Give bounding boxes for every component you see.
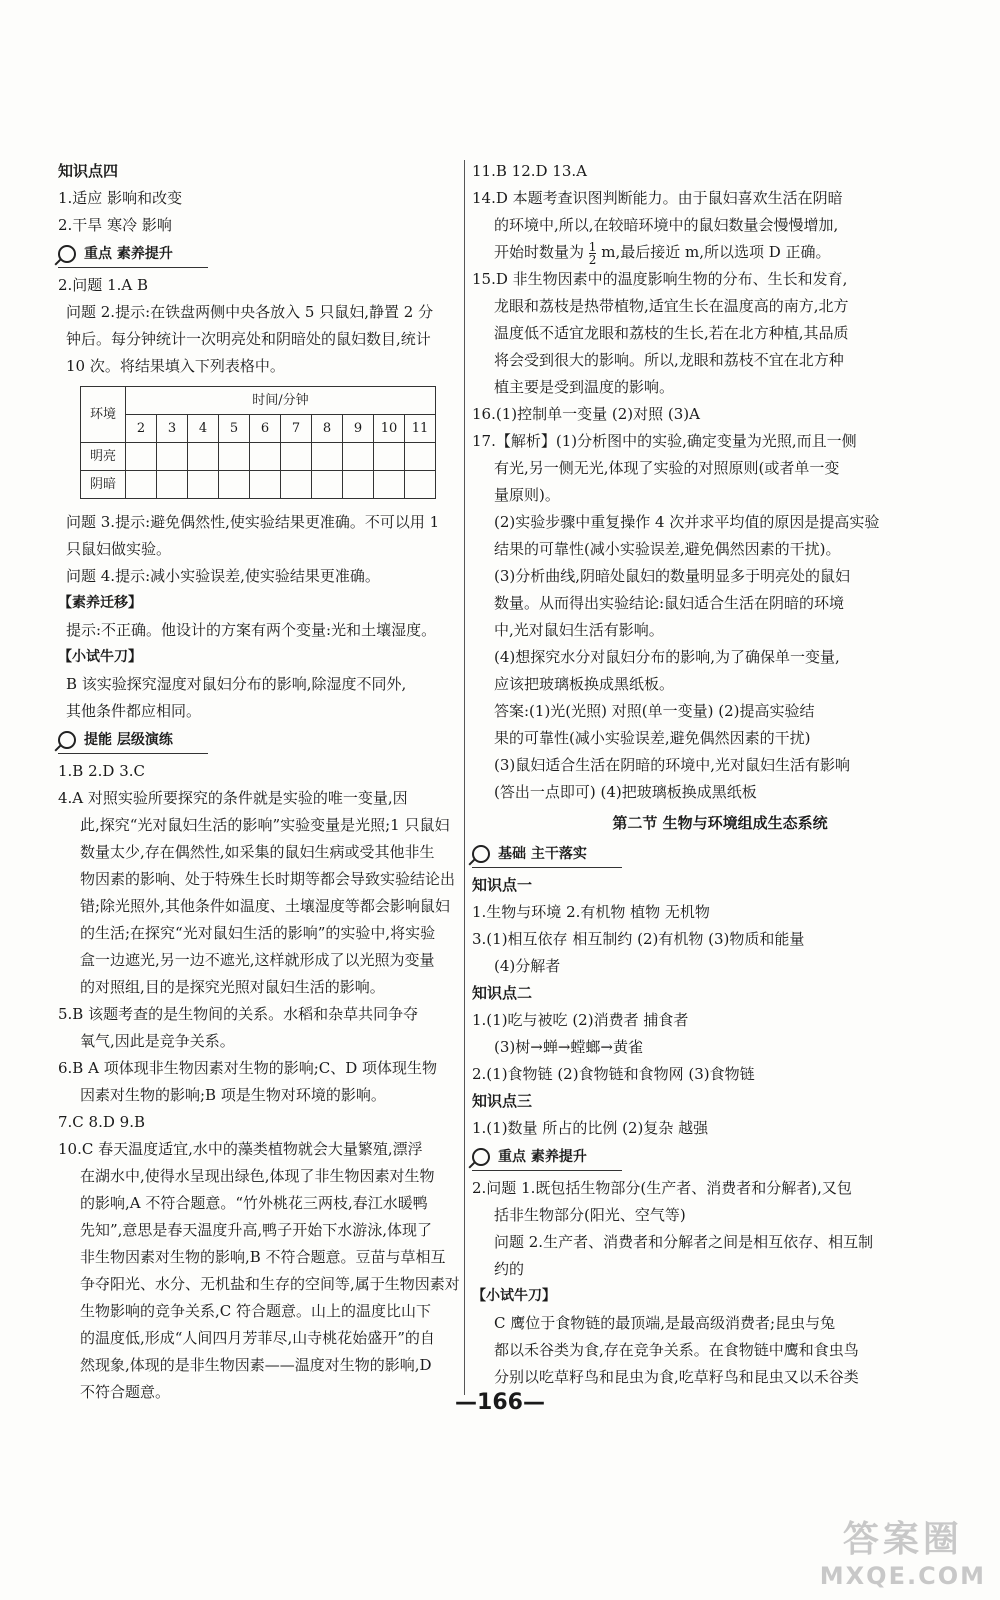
fraction-prefix: 开始时数量为 <box>494 243 585 261</box>
section-header <box>472 841 622 868</box>
table-row <box>81 443 436 471</box>
answer-line: 此,探究“光对鼠妇生活的影响”实验变量是光照;1 只鼠妇 <box>80 816 450 834</box>
answer-line: 11.B 12.D 13.A <box>472 162 587 180</box>
watermark-line-1: 答案圈 <box>842 1519 963 1560</box>
answer-line: 在湖水中,使得水呈现出绿色,体现了非生物因素对生物 <box>80 1167 435 1185</box>
answer-line: (3)分析曲线,阴暗处鼠妇的数量明显多于明亮处的鼠妇 <box>494 567 851 585</box>
section-main-title: 第二节 生物与环境组成生态系统 <box>612 814 828 832</box>
section-header <box>58 727 208 754</box>
left-column <box>58 158 458 1406</box>
table-minute: 10 <box>374 415 405 443</box>
answer-line: 果的可靠性(减小实验误差,避免偶然因素的干扰) <box>494 729 811 747</box>
answer-line: 1.适应 影响和改变 <box>58 189 183 207</box>
section-header <box>58 241 208 268</box>
record-table <box>80 386 436 499</box>
answer-line: (答出一点即可) (4)把玻璃板换成黑纸板 <box>494 783 757 801</box>
answer-line: 16.(1)控制单一变量 (2)对照 (3)A <box>472 405 700 423</box>
answer-line: 5.B 该题考查的是生物间的关系。水稻和杂草共同争夺 <box>58 1005 419 1023</box>
answer-line: 钟后。每分钟统计一次明亮处和阴暗处的鼠妇数目,统计 <box>66 330 431 348</box>
magnifier-icon <box>58 245 76 263</box>
table-minute: 6 <box>250 415 281 443</box>
answer-line: 1.(1)数量 所占的比例 (2)复杂 越强 <box>472 1119 709 1137</box>
answer-line: 4.A 对照实验所要探究的条件就是实验的唯一变量,因 <box>58 789 408 807</box>
answer-line: 括非生物部分(阳光、空气等) <box>494 1206 686 1224</box>
table-minute: 3 <box>157 415 188 443</box>
magnifier-icon <box>472 845 490 863</box>
table-row-label: 明亮 <box>81 443 126 471</box>
table-row <box>81 471 436 499</box>
answer-line: 10.C 春天温度适宜,水中的藻类植物就会大量繁殖,漂浮 <box>58 1140 423 1158</box>
answer-line: 量原则)。 <box>494 486 560 504</box>
answer-line: 其他条件都应相同。 <box>66 702 202 720</box>
fraction-numerator: 1 <box>588 239 597 254</box>
heading: 知识点二 <box>472 984 533 1002</box>
answer-line: 的环境中,所以,在较暗环境中的鼠妇数量会慢慢增加, <box>494 216 839 234</box>
table-minute: 2 <box>126 415 157 443</box>
answer-line: 问题 3.提示:避免偶然性,使实验结果更准确。不可以用 1 <box>66 513 440 531</box>
answer-line: 先知”,意思是春天温度升高,鸭子开始下水游泳,体现了 <box>80 1221 432 1239</box>
bracket-heading: 【小试牛刀】 <box>58 649 142 665</box>
answer-line: 氧气,因此是竞争关系。 <box>80 1032 235 1050</box>
heading: 知识点四 <box>58 162 119 180</box>
answer-line: 1.生物与环境 2.有机物 植物 无机物 <box>472 903 710 921</box>
table-minute: 11 <box>405 415 436 443</box>
answer-line: 温度低不适宜龙眼和荔枝的生长,若在北方种植,其品质 <box>494 324 849 342</box>
table-minute: 7 <box>281 415 312 443</box>
answer-line: 2.问题 1.A B <box>58 276 149 294</box>
answer-line: 物因素的影响、处于特殊生长时期等都会导致实验结论出 <box>80 870 456 888</box>
section-title: 重点 素养提升 <box>84 245 173 262</box>
answer-line: 15.D 非生物因素中的温度影响生物的分布、生长和发育, <box>472 270 848 288</box>
answer-line: 数量。从而得出实验结论:鼠妇适合生活在阴暗的环境 <box>494 594 845 612</box>
answer-line: 的对照组,目的是探究光照对鼠妇生活的影响。 <box>80 978 385 996</box>
answer-line: 的影响,A 不符合题意。“竹外桃花三两枝,春江水暖鸭 <box>80 1194 428 1212</box>
table-minute: 8 <box>312 415 343 443</box>
answer-line: 结果的可靠性(减小实验误差,避免偶然因素的干扰)。 <box>494 540 841 558</box>
answer-line: 中,光对鼠妇生活有影响。 <box>494 621 664 639</box>
answer-line: 分别以吃草籽鸟和昆虫为食,吃草籽鸟和昆虫又以禾谷类 <box>494 1368 859 1386</box>
answer-line: 然现象,体现的是非生物因素——温度对生物的影响,D <box>80 1356 432 1374</box>
answer-line: 的温度低,形成“人间四月芳菲尽,山寺桃花始盛开”的自 <box>80 1329 435 1347</box>
answer-line: 应该把玻璃板换成黑纸板。 <box>494 675 675 693</box>
answer-line: 因素对生物的影响;B 项是生物对环境的影响。 <box>80 1086 386 1104</box>
table-header-time: 时间/分钟 <box>126 387 436 415</box>
column-divider <box>464 160 465 1395</box>
section-header <box>472 1144 622 1171</box>
fraction-denominator: 2 <box>588 252 597 267</box>
answer-line: 3.(1)相互依存 相互制约 (2)有机物 (3)物质和能量 <box>472 930 805 948</box>
answer-line: B 该实验探究湿度对鼠妇分布的影响,除湿度不同外, <box>66 675 407 693</box>
answer-line: 6.B A 项体现非生物因素对生物的影响;C、D 项体现生物 <box>58 1059 438 1077</box>
watermark-line-2: MXQE.COM <box>819 1562 986 1590</box>
answer-line: (3)鼠妇适合生活在阴暗的环境中,光对鼠妇生活有影响 <box>494 756 851 774</box>
answer-line: 争夺阳光、水分、无机盐和生存的空间等,属于生物因素对 <box>80 1275 460 1293</box>
answer-line: 1.B 2.D 3.C <box>58 762 145 780</box>
fraction <box>589 241 597 266</box>
answer-line: 非生物因素对生物的影响,B 不符合题意。豆苗与草相互 <box>80 1248 446 1266</box>
answer-line: 约的 <box>494 1260 525 1278</box>
answer-line: (4)想探究水分对鼠妇分布的影响,为了确保单一变量, <box>494 648 840 666</box>
answer-line: 提示:不正确。他设计的方案有两个变量:光和土壤湿度。 <box>66 621 437 639</box>
answer-line: 龙眼和荔枝是热带植物,适宜生长在温度高的南方,北方 <box>494 297 849 315</box>
answer-line: 2.问题 1.既包括生物部分(生产者、消费者和分解者),又包 <box>472 1179 852 1197</box>
answer-line: C 鹰位于食物链的最顶端,是最高级消费者;昆虫与兔 <box>494 1314 836 1332</box>
answer-line: 问题 4.提示:减小实验误差,使实验结果更准确。 <box>66 567 380 585</box>
section-title: 提能 层级演练 <box>84 731 173 748</box>
answer-line: 植主要是受到温度的影响。 <box>494 378 675 396</box>
answer-line: 数量太少,存在偶然性,如采集的鼠妇生病或受其他非生 <box>80 843 435 861</box>
answer-line: 盒一边遮光,另一边不遮光,这样就形成了以光照为变量 <box>80 951 435 969</box>
right-column <box>472 158 968 1391</box>
answer-line: 的生活;在探究“光对鼠妇生活的影响”的实验中,将实验 <box>80 924 436 942</box>
answer-line: 7.C 8.D 9.B <box>58 1113 145 1131</box>
magnifier-icon <box>58 731 76 749</box>
heading: 知识点三 <box>472 1092 533 1110</box>
answer-line: 将会受到很大的影响。所以,龙眼和荔枝不宜在北方种 <box>494 351 844 369</box>
answer-line: 2.(1)食物链 (2)食物链和食物网 (3)食物链 <box>472 1065 755 1083</box>
answer-line: 生物影响的竞争关系,C 符合题意。山上的温度比山下 <box>80 1302 432 1320</box>
heading: 知识点一 <box>472 876 533 894</box>
answer-line: (3)树→蝉→螳螂→黄雀 <box>494 1038 643 1056</box>
watermark-logo <box>820 1511 986 1590</box>
answer-line-fraction <box>472 239 968 266</box>
answer-line: 17.【解析】(1)分析图中的实验,确定变量为光照,而且一侧 <box>472 432 857 450</box>
bracket-heading: 【素养迁移】 <box>58 595 142 611</box>
answer-line: 都以禾谷类为食,存在竞争关系。在食物链中鹰和食虫鸟 <box>494 1341 859 1359</box>
table-minute: 9 <box>343 415 374 443</box>
answer-line: 问题 2.提示:在铁盘两侧中央各放入 5 只鼠妇,静置 2 分 <box>66 303 434 321</box>
table-row-label: 阴暗 <box>81 471 126 499</box>
answer-line: (4)分解者 <box>494 957 561 975</box>
page-number: —166— <box>455 1390 545 1415</box>
table-minute: 4 <box>188 415 219 443</box>
bracket-heading: 【小试牛刀】 <box>472 1288 556 1304</box>
answer-line: 不符合题意。 <box>80 1383 171 1401</box>
answer-line: 14.D 本题考查识图判断能力。由于鼠妇喜欢生活在阴暗 <box>472 189 843 207</box>
answer-line: 有光,另一侧无光,体现了实验的对照原则(或者单一变 <box>494 459 840 477</box>
answer-line: (2)实验步骤中重复操作 4 次并求平均值的原因是提高实验 <box>494 513 880 531</box>
answer-line: 错;除光照外,其他条件如温度、土壤湿度等都会影响鼠妇 <box>80 897 450 915</box>
answer-line: 只鼠妇做实验。 <box>66 540 172 558</box>
answer-line: 1.(1)吃与被吃 (2)消费者 捕食者 <box>472 1011 689 1029</box>
magnifier-icon <box>472 1148 490 1166</box>
answer-line: 问题 2.生产者、消费者和分解者之间是相互依存、相互制 <box>494 1233 874 1251</box>
section-title: 基础 主干落实 <box>498 845 587 862</box>
table-minute: 5 <box>219 415 250 443</box>
fraction-suffix: m,最后接近 m,所以选项 D 正确。 <box>601 243 831 261</box>
answer-line: 答案:(1)光(光照) 对照(单一变量) (2)提高实验结 <box>494 702 815 720</box>
answer-line: 2.干旱 寒冷 影响 <box>58 216 172 234</box>
section-title: 重点 素养提升 <box>498 1148 587 1165</box>
table-header-env: 环境 <box>81 387 126 443</box>
answer-line: 10 次。将结果填入下列表格中。 <box>66 357 285 375</box>
